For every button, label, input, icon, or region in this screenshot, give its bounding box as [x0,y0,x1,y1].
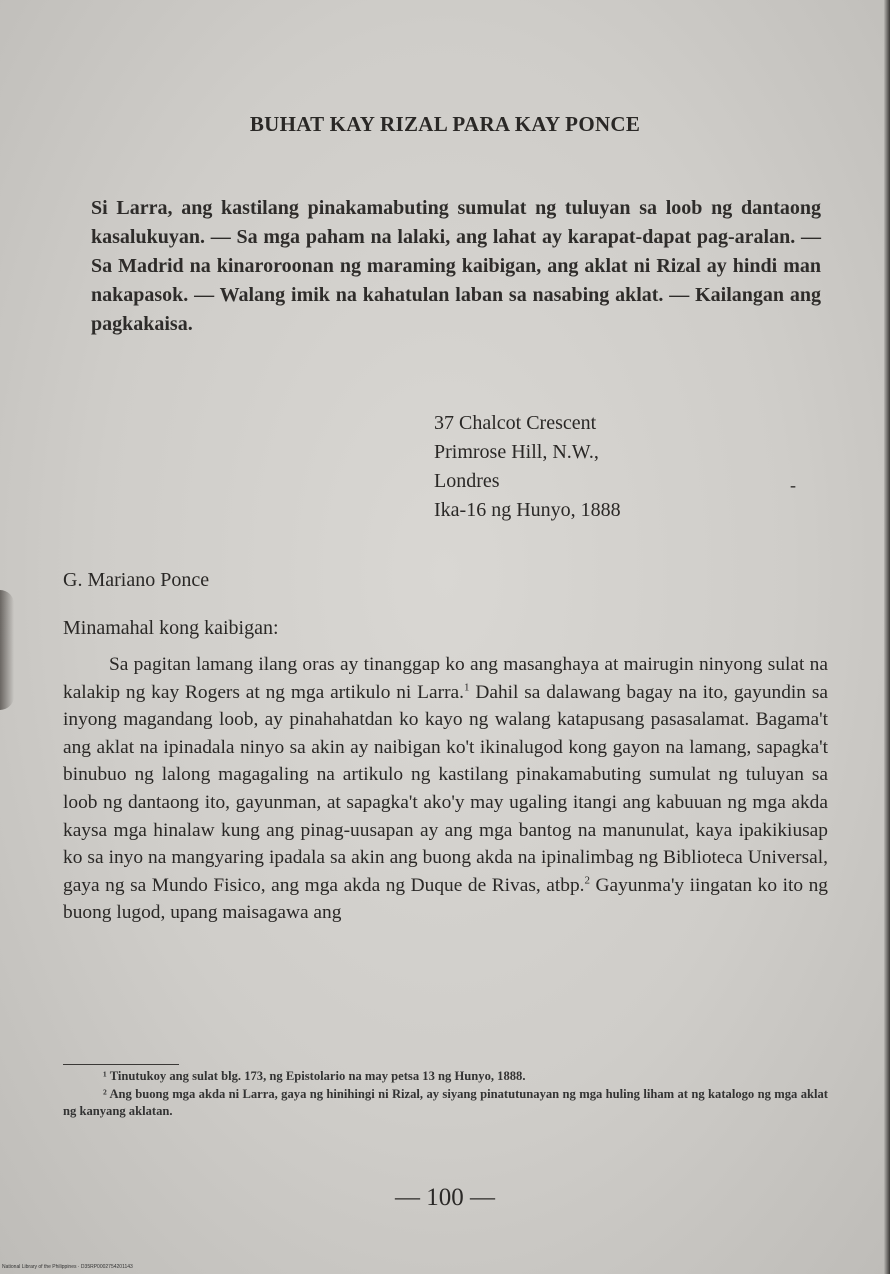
salutation: Minamahal kong kaibigan: [63,617,279,639]
binding-shadow [0,590,14,710]
letter-date: Ika-16 ng Hunyo, 1888 [434,499,621,521]
footnote-divider [63,1064,179,1065]
scan-credit: National Library of the Philippines · D35RP0002754201143 [2,1264,133,1270]
chapter-summary: Si Larra, ang kastilang pinakamabuting sumulat ng tuluyan sa loob ng dantaong kasalukuyan. — Sa mga paham na lalaki, ang lahat ay karapat-dapat pag-aralan. — Sa Madrid na kinaroroonan ng maraming kaibigan, ang aklat ni Rizal ay hindi man nakapasok. — Walang imik na kahatulan laban sa nasabing aklat. — Kailangan ang pagkakaisa. [91,197,821,335]
margin-mark: - [790,475,796,495]
address-line-3: Londres [434,470,500,492]
body-part-2: Dahil sa dalawang bagay na ito, gayundin sa inyong magandang loob, ay pinahahatdan ko kayo ng walang katapusang pasasalamat. Bagama't ang aklat na ipinadala ninyo sa akin ay naibigan ko't ikinalugod kong gayon na lamang, sapagka't binubuo ng lalong magagaling na artikulo ng kastilang pinakamabuting sumulat ng tuluyan sa loob ng dantaong ito, gayunman, at sapagka't ako'y may ugaling itangi ang kabuuan ng mga akda kaysa mga hinalaw kung ang pinag-uusapan ay ang mga bantog na manunulat, kaya ipakikiusap ko sa inyo na mangyaring ipadala sa akin ang buong akda na ipinalimbag ng Biblioteca Universal, gaya ng sa Mundo Fisico, ang mga akda ng Duque de Rivas, atbp. [63,681,829,896]
footnote-ref-1: 1 [463,681,470,694]
footnote-ref-2: 2 [584,874,591,887]
address-line-1: 37 Chalcot Crescent [434,412,597,434]
footnote-2: ² Ang buong mga akda ni Larra, gaya ng hinihingi ni Rizal, ay siyang pinatutunayan ng mga huling liham at ng katalogo ng mga aklat ng kanyang aklatan. [63,1086,828,1118]
page-title: BUHAT KAY RIZAL PARA KAY PONCE [249,112,641,136]
body-part-1: Sa pagitan lamang ilang oras ay tinanggap ko ang masanghaya at mairugin ninyong sulat na kalakip ng kay Rogers at ng mga artikulo ni Larra. [63,654,828,703]
address-line-2: Primrose Hill, N.W., [434,441,599,463]
page-number: — 100 — [395,1184,495,1211]
footnote-1: ¹ Tinutukoy ang sulat blg. 173, ng Epistolario na may petsa 13 ng Hunyo, 1888. [103,1069,526,1083]
sender-address [434,409,621,525]
letter-body [63,651,828,927]
footnotes [63,1068,828,1121]
recipient-name: G. Mariano Ponce [63,569,210,591]
page-edge-shadow [884,0,890,1274]
body-part-3: Gayunma'y iingatan ko ito ng buong lugod, upang maisagawa ang [63,874,828,924]
